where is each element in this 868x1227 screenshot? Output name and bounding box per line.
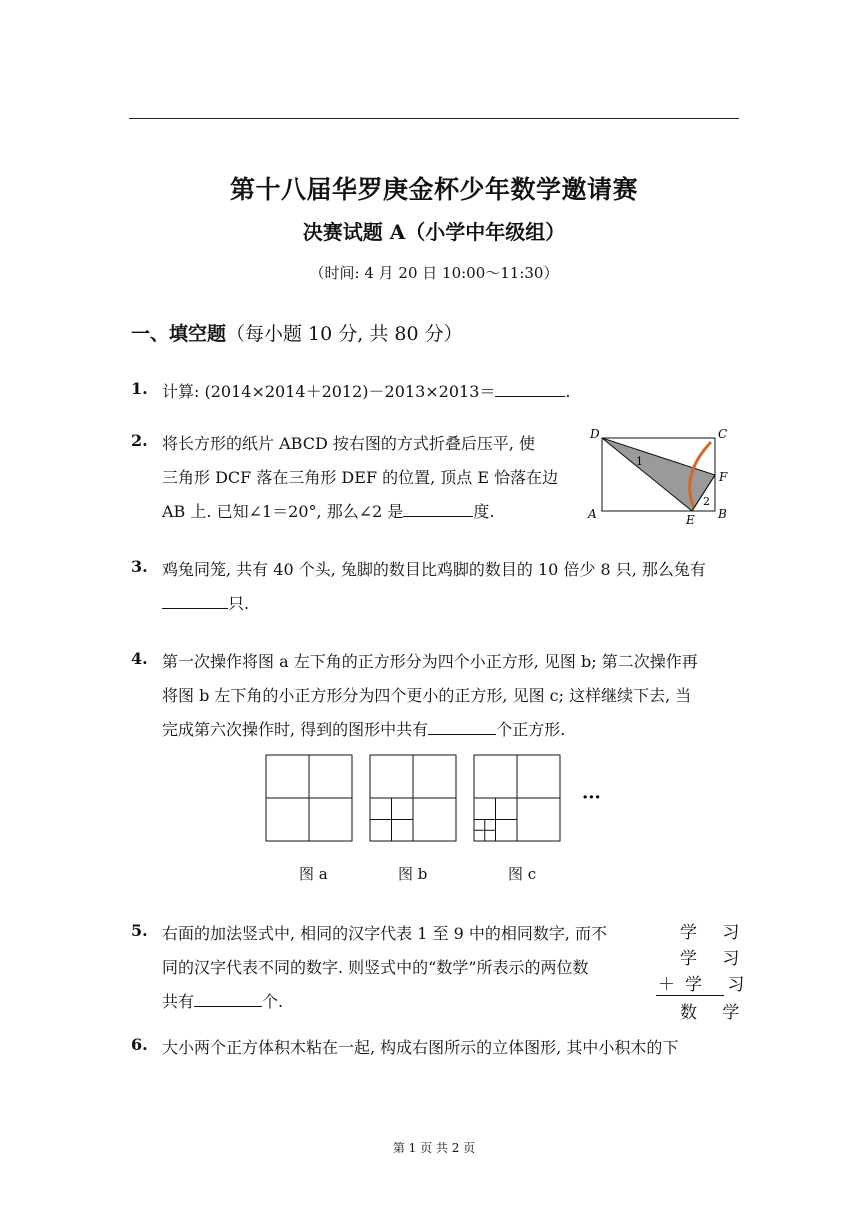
question-line: 大小两个正方体积木粘在一起, 构成右图所示的立体图形, 其中小积木的下 (162, 1038, 679, 1057)
answer-blank[interactable] (403, 502, 473, 517)
fold-figure (582, 420, 742, 530)
addition-rule (656, 995, 724, 996)
figure-a-label: 图 a (299, 865, 328, 883)
section-title: 一、填空题 (131, 323, 227, 345)
question-line: 鸡兔同笼, 共有 40 个头, 兔脚的数目比鸡脚的数目的 10 倍少 8 只, 那么兔有 (162, 560, 706, 579)
question-line: 完成第六次操作时, 得到的图形中共有 (162, 720, 429, 739)
question-line: 将长方形的纸片 ABCD 按右图的方式折叠后压平, 使 (162, 434, 536, 453)
question-3-last-line (162, 591, 249, 614)
question-4-last-line (162, 717, 565, 740)
label-angle-2: 2 (703, 495, 710, 508)
label-angle-1: 1 (636, 455, 643, 468)
answer-blank[interactable] (495, 382, 565, 397)
question-number: 5. (131, 921, 148, 940)
question-number: 2. (131, 431, 148, 450)
question-line: . (565, 382, 571, 401)
addition-result: 数 学 (680, 1003, 750, 1023)
answer-blank[interactable] (428, 720, 496, 735)
figure-c (474, 755, 560, 841)
question-line: 第一次操作将图 a 左下角的正方形分为四个小正方形, 见图 b; 第二次操作再 (162, 652, 698, 671)
addition-row-1: 学 习 (680, 923, 750, 943)
question-2-last-line (162, 499, 494, 522)
question-line: AB 上. 已知∠1＝20°, 那么∠2 是 (162, 502, 404, 521)
figure-c-label: 图 c (508, 865, 537, 883)
figure-a (266, 755, 352, 841)
question-line: 将图 b 左下角的小正方形分为四个更小的正方形, 见图 c; 这样继续下去, 当 (162, 686, 692, 705)
question-1-text (162, 379, 570, 402)
square-figures (264, 753, 614, 845)
page-footer: 第 1 页 共 2 页 (392, 1141, 476, 1155)
question-line: 共有 (162, 992, 195, 1011)
section-note: （每小题 10 分, 共 80 分） (226, 323, 463, 345)
header-rule (129, 118, 739, 119)
label-e: E (686, 513, 695, 527)
question-line: 计算: (2014×2014＋2012)－2013×2013＝ (162, 382, 496, 401)
figure-b (370, 755, 456, 841)
addition-row-2: 学 习 (680, 949, 750, 969)
question-5-last-line (162, 989, 283, 1012)
exam-title: 第十八届华罗庚金杯少年数学邀请赛 (229, 175, 638, 204)
question-line: 个正方形. (496, 720, 566, 739)
label-d: D (590, 427, 600, 441)
question-number: 3. (131, 557, 148, 576)
label-c: C (718, 427, 728, 441)
exam-time: （时间: 4 月 20 日 10:00～11:30） (309, 264, 559, 282)
label-f: F (719, 470, 728, 484)
section-heading (131, 319, 463, 346)
question-line: 右面的加法竖式中, 相同的汉字代表 1 至 9 中的相同数字, 而不 (162, 924, 608, 943)
exam-subtitle: 决赛试题 A（小学中年级组） (302, 220, 566, 244)
question-line: 三角形 DCF 落在三角形 DEF 的位置, 顶点 E 恰落在边 (162, 468, 559, 487)
question-number: 1. (131, 379, 148, 398)
label-a: A (588, 507, 597, 521)
answer-blank[interactable] (194, 992, 262, 1007)
question-line: 只. (228, 594, 250, 613)
answer-blank[interactable] (162, 594, 228, 609)
question-line: 同的汉字代表不同的数字. 则竖式中的“数学”所表示的两位数 (162, 958, 589, 977)
question-line: 度. (473, 502, 495, 521)
question-number: 4. (131, 649, 148, 668)
triangle-def (602, 438, 715, 511)
question-line: 个. (262, 992, 284, 1011)
addition-row-3: ＋学 习 (658, 975, 755, 995)
ellipsis: ··· (582, 787, 601, 808)
question-number: 6. (131, 1035, 148, 1054)
figure-b-label: 图 b (398, 865, 428, 883)
label-b: B (718, 507, 727, 521)
